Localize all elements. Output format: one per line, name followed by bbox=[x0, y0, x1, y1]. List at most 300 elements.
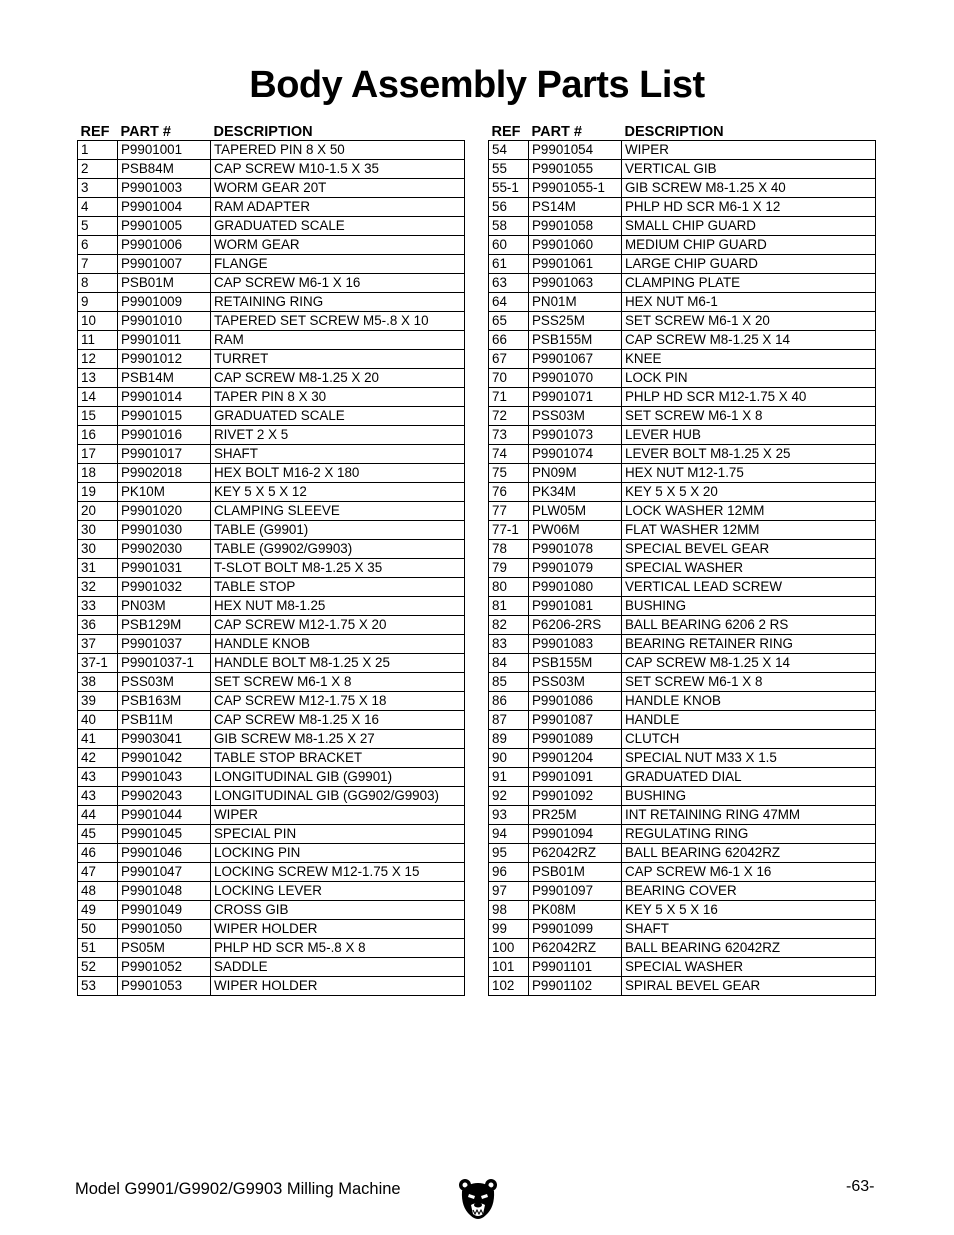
part-number-cell: P9902018 bbox=[118, 464, 211, 483]
ref-cell: 37-1 bbox=[78, 654, 118, 673]
description-cell: CLAMPING PLATE bbox=[622, 274, 876, 293]
table-row bbox=[489, 749, 876, 768]
ref-cell: 85 bbox=[489, 673, 529, 692]
description-cell: BALL BEARING 62042RZ bbox=[622, 939, 876, 958]
part-number-cell: PSS03M bbox=[529, 407, 622, 426]
description-cell: KEY 5 X 5 X 16 bbox=[622, 901, 876, 920]
parts-table-left bbox=[77, 118, 465, 996]
description-cell: TAPERED SET SCREW M5-.8 X 10 bbox=[211, 312, 465, 331]
ref-cell: 63 bbox=[489, 274, 529, 293]
description-cell: GIB SCREW M8-1.25 X 27 bbox=[211, 730, 465, 749]
description-cell: HANDLE BOLT M8-1.25 X 25 bbox=[211, 654, 465, 673]
part-number-cell: P9902043 bbox=[118, 787, 211, 806]
ref-cell: 48 bbox=[78, 882, 118, 901]
description-cell: PHLP HD SCR M5-.8 X 8 bbox=[211, 939, 465, 958]
part-number-cell: P9901047 bbox=[118, 863, 211, 882]
ref-cell: 55-1 bbox=[489, 179, 529, 198]
description-cell: BUSHING bbox=[622, 787, 876, 806]
part-number-cell: P9901099 bbox=[529, 920, 622, 939]
ref-cell: 72 bbox=[489, 407, 529, 426]
ref-cell: 3 bbox=[78, 179, 118, 198]
part-number-cell: P9901061 bbox=[529, 255, 622, 274]
ref-cell: 56 bbox=[489, 198, 529, 217]
table-row bbox=[489, 217, 876, 236]
table-row bbox=[489, 350, 876, 369]
part-number-cell: P9901053 bbox=[118, 977, 211, 996]
part-number-cell: P9901102 bbox=[529, 977, 622, 996]
footer-model-name: Model G9901/G9902/G9903 Milling Machine bbox=[75, 1180, 401, 1198]
part-number-cell: PK34M bbox=[529, 483, 622, 502]
table-row bbox=[489, 977, 876, 996]
part-number-cell: PN03M bbox=[118, 597, 211, 616]
table-header-row bbox=[78, 118, 465, 141]
description-cell: HEX NUT M12-1.75 bbox=[622, 464, 876, 483]
table-row bbox=[78, 749, 465, 768]
part-number-cell: PSS03M bbox=[118, 673, 211, 692]
part-number-cell: PSS03M bbox=[529, 673, 622, 692]
part-number-cell: P9901017 bbox=[118, 445, 211, 464]
part-number-cell: P9901014 bbox=[118, 388, 211, 407]
table-row bbox=[489, 483, 876, 502]
table-row bbox=[489, 635, 876, 654]
ref-cell: 100 bbox=[489, 939, 529, 958]
table-row bbox=[78, 426, 465, 445]
ref-cell: 18 bbox=[78, 464, 118, 483]
table-row bbox=[78, 217, 465, 236]
description-cell: WIPER HOLDER bbox=[211, 977, 465, 996]
ref-cell: 91 bbox=[489, 768, 529, 787]
part-number-cell: PK08M bbox=[529, 901, 622, 920]
table-row bbox=[489, 597, 876, 616]
table-row bbox=[489, 464, 876, 483]
table-row bbox=[78, 635, 465, 654]
part-number-cell: PN01M bbox=[529, 293, 622, 312]
description-column-header: DESCRIPTION bbox=[213, 124, 313, 140]
part-number-cell: P9901092 bbox=[529, 787, 622, 806]
part-number-cell: P9901204 bbox=[529, 749, 622, 768]
description-column-header: DESCRIPTION bbox=[624, 124, 724, 140]
parts-table-left-body bbox=[78, 141, 465, 996]
description-cell: LARGE CHIP GUARD bbox=[622, 255, 876, 274]
description-cell: LEVER HUB bbox=[622, 426, 876, 445]
part-number-cell: P9901031 bbox=[118, 559, 211, 578]
table-row bbox=[489, 939, 876, 958]
ref-cell: 2 bbox=[78, 160, 118, 179]
description-cell: BALL BEARING 62042RZ bbox=[622, 844, 876, 863]
description-cell: CLUTCH bbox=[622, 730, 876, 749]
ref-cell: 4 bbox=[78, 198, 118, 217]
part-column-header: PART # bbox=[531, 124, 582, 140]
ref-cell: 55 bbox=[489, 160, 529, 179]
description-cell: KNEE bbox=[622, 350, 876, 369]
ref-cell: 64 bbox=[489, 293, 529, 312]
table-header-row bbox=[489, 118, 876, 141]
ref-cell: 43 bbox=[78, 787, 118, 806]
part-number-cell: PR25M bbox=[529, 806, 622, 825]
table-row bbox=[78, 464, 465, 483]
ref-cell: 16 bbox=[78, 426, 118, 445]
table-row bbox=[78, 521, 465, 540]
table-row bbox=[78, 369, 465, 388]
ref-cell: 49 bbox=[78, 901, 118, 920]
ref-cell: 94 bbox=[489, 825, 529, 844]
description-cell: BUSHING bbox=[622, 597, 876, 616]
table-row bbox=[78, 806, 465, 825]
ref-cell: 30 bbox=[78, 521, 118, 540]
description-cell: RETAINING RING bbox=[211, 293, 465, 312]
ref-cell: 40 bbox=[78, 711, 118, 730]
description-cell: CLAMPING SLEEVE bbox=[211, 502, 465, 521]
part-number-cell: PS14M bbox=[529, 198, 622, 217]
ref-cell: 13 bbox=[78, 369, 118, 388]
description-cell: FLANGE bbox=[211, 255, 465, 274]
description-cell: CROSS GIB bbox=[211, 901, 465, 920]
ref-cell: 86 bbox=[489, 692, 529, 711]
ref-cell: 36 bbox=[78, 616, 118, 635]
table-row bbox=[489, 711, 876, 730]
table-row bbox=[489, 901, 876, 920]
table-row bbox=[78, 920, 465, 939]
description-cell: LOCKING PIN bbox=[211, 844, 465, 863]
table-row bbox=[78, 236, 465, 255]
part-number-cell: P9901032 bbox=[118, 578, 211, 597]
description-cell: RAM bbox=[211, 331, 465, 350]
table-row bbox=[489, 806, 876, 825]
table-row bbox=[489, 445, 876, 464]
table-row bbox=[78, 559, 465, 578]
description-cell: SET SCREW M6-1 X 20 bbox=[622, 312, 876, 331]
table-row bbox=[78, 711, 465, 730]
table-row bbox=[489, 825, 876, 844]
part-number-cell: P9901094 bbox=[529, 825, 622, 844]
ref-cell: 30 bbox=[78, 540, 118, 559]
description-cell: GIB SCREW M8-1.25 X 40 bbox=[622, 179, 876, 198]
description-cell: FLAT WASHER 12MM bbox=[622, 521, 876, 540]
table-row bbox=[78, 350, 465, 369]
description-cell: WIPER bbox=[622, 141, 876, 160]
description-cell: HEX NUT M6-1 bbox=[622, 293, 876, 312]
table-row bbox=[489, 768, 876, 787]
description-cell: TABLE STOP bbox=[211, 578, 465, 597]
ref-cell: 80 bbox=[489, 578, 529, 597]
table-row bbox=[489, 521, 876, 540]
table-row bbox=[78, 958, 465, 977]
ref-cell: 17 bbox=[78, 445, 118, 464]
description-cell: REGULATING RING bbox=[622, 825, 876, 844]
part-number-cell: PSB11M bbox=[118, 711, 211, 730]
ref-cell: 98 bbox=[489, 901, 529, 920]
ref-cell: 87 bbox=[489, 711, 529, 730]
description-cell: SPECIAL WASHER bbox=[622, 559, 876, 578]
description-cell: LOCK WASHER 12MM bbox=[622, 502, 876, 521]
description-cell: RIVET 2 X 5 bbox=[211, 426, 465, 445]
description-cell: LONGITUDINAL GIB (GG902/G9903) bbox=[211, 787, 465, 806]
description-cell: CAP SCREW M8-1.25 X 14 bbox=[622, 654, 876, 673]
table-row bbox=[78, 597, 465, 616]
ref-cell: 1 bbox=[78, 141, 118, 160]
table-row bbox=[78, 483, 465, 502]
part-column-header: PART # bbox=[120, 124, 171, 140]
table-row bbox=[78, 388, 465, 407]
part-number-cell: P9901067 bbox=[529, 350, 622, 369]
ref-cell: 7 bbox=[78, 255, 118, 274]
description-cell: SET SCREW M6-1 X 8 bbox=[211, 673, 465, 692]
table-row bbox=[78, 939, 465, 958]
ref-cell: 101 bbox=[489, 958, 529, 977]
description-cell: WORM GEAR 20T bbox=[211, 179, 465, 198]
description-cell: SHAFT bbox=[622, 920, 876, 939]
description-cell: LEVER BOLT M8-1.25 X 25 bbox=[622, 445, 876, 464]
part-number-cell: P9901012 bbox=[118, 350, 211, 369]
description-cell: SPIRAL BEVEL GEAR bbox=[622, 977, 876, 996]
part-number-cell: P9901097 bbox=[529, 882, 622, 901]
ref-cell: 8 bbox=[78, 274, 118, 293]
ref-cell: 39 bbox=[78, 692, 118, 711]
table-row bbox=[78, 407, 465, 426]
part-number-cell: P9901081 bbox=[529, 597, 622, 616]
description-cell: BALL BEARING 6206 2 RS bbox=[622, 616, 876, 635]
ref-column-header: REF bbox=[80, 124, 110, 140]
description-cell: CAP SCREW M8-1.25 X 14 bbox=[622, 331, 876, 350]
ref-cell: 44 bbox=[78, 806, 118, 825]
ref-cell: 10 bbox=[78, 312, 118, 331]
ref-cell: 54 bbox=[489, 141, 529, 160]
description-cell: TABLE (G9901) bbox=[211, 521, 465, 540]
part-number-cell: PSB129M bbox=[118, 616, 211, 635]
ref-cell: 41 bbox=[78, 730, 118, 749]
table-row bbox=[489, 920, 876, 939]
table-row bbox=[489, 692, 876, 711]
table-row bbox=[489, 654, 876, 673]
ref-cell: 76 bbox=[489, 483, 529, 502]
description-cell: BEARING RETAINER RING bbox=[622, 635, 876, 654]
table-row bbox=[78, 825, 465, 844]
part-number-cell: PSB14M bbox=[118, 369, 211, 388]
table-row bbox=[78, 540, 465, 559]
description-cell: CAP SCREW M6-1 X 16 bbox=[211, 274, 465, 293]
part-number-cell: P9901037 bbox=[118, 635, 211, 654]
table-row bbox=[78, 502, 465, 521]
table-row bbox=[489, 407, 876, 426]
description-cell: CAP SCREW M12-1.75 X 18 bbox=[211, 692, 465, 711]
description-cell: LOCK PIN bbox=[622, 369, 876, 388]
description-cell: SMALL CHIP GUARD bbox=[622, 217, 876, 236]
description-cell: HANDLE KNOB bbox=[622, 692, 876, 711]
part-number-cell: P9901071 bbox=[529, 388, 622, 407]
table-row bbox=[78, 844, 465, 863]
page-title: Body Assembly Parts List bbox=[249, 64, 705, 106]
part-number-cell: PSB01M bbox=[118, 274, 211, 293]
description-cell: PHLP HD SCR M6-1 X 12 bbox=[622, 198, 876, 217]
part-number-cell: PN09M bbox=[529, 464, 622, 483]
part-number-cell: P9901030 bbox=[118, 521, 211, 540]
description-cell: SHAFT bbox=[211, 445, 465, 464]
ref-cell: 83 bbox=[489, 635, 529, 654]
description-cell: LONGITUDINAL GIB (G9901) bbox=[211, 768, 465, 787]
part-number-cell: P9901050 bbox=[118, 920, 211, 939]
description-cell: SPECIAL PIN bbox=[211, 825, 465, 844]
ref-cell: 32 bbox=[78, 578, 118, 597]
ref-cell: 95 bbox=[489, 844, 529, 863]
description-cell: HANDLE KNOB bbox=[211, 635, 465, 654]
ref-cell: 82 bbox=[489, 616, 529, 635]
table-row bbox=[489, 141, 876, 160]
description-cell: TABLE (G9902/G9903) bbox=[211, 540, 465, 559]
description-cell: HANDLE bbox=[622, 711, 876, 730]
table-row bbox=[78, 141, 465, 160]
part-number-cell: PSB155M bbox=[529, 331, 622, 350]
ref-cell: 50 bbox=[78, 920, 118, 939]
description-cell: CAP SCREW M12-1.75 X 20 bbox=[211, 616, 465, 635]
table-row bbox=[78, 312, 465, 331]
table-row bbox=[78, 331, 465, 350]
part-number-cell: P9901004 bbox=[118, 198, 211, 217]
ref-cell: 5 bbox=[78, 217, 118, 236]
description-cell: HEX BOLT M16-2 X 180 bbox=[211, 464, 465, 483]
part-number-cell: P6206-2RS bbox=[529, 616, 622, 635]
part-number-cell: P9901020 bbox=[118, 502, 211, 521]
part-number-cell: P9901001 bbox=[118, 141, 211, 160]
part-number-cell: P62042RZ bbox=[529, 844, 622, 863]
ref-cell: 71 bbox=[489, 388, 529, 407]
description-cell: CAP SCREW M8-1.25 X 16 bbox=[211, 711, 465, 730]
part-number-cell: P9901045 bbox=[118, 825, 211, 844]
table-row bbox=[78, 768, 465, 787]
description-cell: GRADUATED DIAL bbox=[622, 768, 876, 787]
table-row bbox=[78, 863, 465, 882]
part-number-cell: PK10M bbox=[118, 483, 211, 502]
part-number-cell: P9901063 bbox=[529, 274, 622, 293]
table-row bbox=[489, 787, 876, 806]
part-number-cell: P9901087 bbox=[529, 711, 622, 730]
description-cell: WORM GEAR bbox=[211, 236, 465, 255]
part-number-cell: P9901006 bbox=[118, 236, 211, 255]
description-cell: RAM ADAPTER bbox=[211, 198, 465, 217]
part-number-cell: P9901086 bbox=[529, 692, 622, 711]
ref-cell: 79 bbox=[489, 559, 529, 578]
page-number: -63- bbox=[846, 1178, 875, 1195]
part-number-cell: P9901091 bbox=[529, 768, 622, 787]
part-number-cell: P9903041 bbox=[118, 730, 211, 749]
ref-cell: 43 bbox=[78, 768, 118, 787]
ref-cell: 31 bbox=[78, 559, 118, 578]
table-row bbox=[78, 730, 465, 749]
table-row bbox=[489, 863, 876, 882]
part-number-cell: PSB155M bbox=[529, 654, 622, 673]
ref-cell: 58 bbox=[489, 217, 529, 236]
table-row bbox=[489, 255, 876, 274]
description-cell: VERTICAL GIB bbox=[622, 160, 876, 179]
table-row bbox=[489, 160, 876, 179]
table-row bbox=[489, 293, 876, 312]
table-row bbox=[78, 654, 465, 673]
table-row bbox=[489, 179, 876, 198]
part-number-cell: P9901044 bbox=[118, 806, 211, 825]
part-number-cell: P9901074 bbox=[529, 445, 622, 464]
table-row bbox=[489, 559, 876, 578]
ref-cell: 67 bbox=[489, 350, 529, 369]
table-row bbox=[489, 236, 876, 255]
ref-cell: 46 bbox=[78, 844, 118, 863]
description-cell: CAP SCREW M6-1 X 16 bbox=[622, 863, 876, 882]
ref-cell: 51 bbox=[78, 939, 118, 958]
part-number-cell: P9901009 bbox=[118, 293, 211, 312]
description-cell: SADDLE bbox=[211, 958, 465, 977]
ref-cell: 42 bbox=[78, 749, 118, 768]
description-cell: TAPERED PIN 8 X 50 bbox=[211, 141, 465, 160]
ref-cell: 81 bbox=[489, 597, 529, 616]
part-number-cell: P9901101 bbox=[529, 958, 622, 977]
part-number-cell: P9901003 bbox=[118, 179, 211, 198]
table-row bbox=[489, 369, 876, 388]
ref-cell: 61 bbox=[489, 255, 529, 274]
part-number-cell: P9901089 bbox=[529, 730, 622, 749]
part-number-cell: P9902030 bbox=[118, 540, 211, 559]
description-cell: TURRET bbox=[211, 350, 465, 369]
table-row bbox=[78, 977, 465, 996]
ref-cell: 37 bbox=[78, 635, 118, 654]
description-cell: CAP SCREW M10-1.5 X 35 bbox=[211, 160, 465, 179]
table-row bbox=[489, 388, 876, 407]
table-row bbox=[489, 426, 876, 445]
description-cell: HEX NUT M8-1.25 bbox=[211, 597, 465, 616]
description-cell: VERTICAL LEAD SCREW bbox=[622, 578, 876, 597]
table-row bbox=[78, 787, 465, 806]
description-cell: BEARING COVER bbox=[622, 882, 876, 901]
part-number-cell: P62042RZ bbox=[529, 939, 622, 958]
table-row bbox=[489, 540, 876, 559]
ref-cell: 99 bbox=[489, 920, 529, 939]
table-row bbox=[78, 578, 465, 597]
table-row bbox=[489, 844, 876, 863]
ref-cell: 60 bbox=[489, 236, 529, 255]
part-number-cell: PSB84M bbox=[118, 160, 211, 179]
table-row bbox=[78, 616, 465, 635]
parts-table-right bbox=[488, 118, 876, 996]
ref-column-header: REF bbox=[491, 124, 521, 140]
description-cell: GRADUATED SCALE bbox=[211, 217, 465, 236]
table-row bbox=[489, 274, 876, 293]
ref-cell: 102 bbox=[489, 977, 529, 996]
part-number-cell: P9901042 bbox=[118, 749, 211, 768]
part-number-cell: PLW05M bbox=[529, 502, 622, 521]
parts-table-right-body bbox=[489, 141, 876, 996]
part-number-cell: P9901078 bbox=[529, 540, 622, 559]
part-number-cell: PSB163M bbox=[118, 692, 211, 711]
description-cell: SET SCREW M6-1 X 8 bbox=[622, 673, 876, 692]
part-number-cell: P9901073 bbox=[529, 426, 622, 445]
ref-cell: 78 bbox=[489, 540, 529, 559]
description-cell: INT RETAINING RING 47MM bbox=[622, 806, 876, 825]
ref-cell: 92 bbox=[489, 787, 529, 806]
table-row bbox=[78, 179, 465, 198]
part-number-cell: P9901083 bbox=[529, 635, 622, 654]
table-row bbox=[489, 958, 876, 977]
table-row bbox=[489, 331, 876, 350]
description-cell: KEY 5 X 5 X 12 bbox=[211, 483, 465, 502]
part-number-cell: P9901055 bbox=[529, 160, 622, 179]
part-number-cell: P9901052 bbox=[118, 958, 211, 977]
description-cell: GRADUATED SCALE bbox=[211, 407, 465, 426]
part-number-cell: P9901055-1 bbox=[529, 179, 622, 198]
ref-cell: 74 bbox=[489, 445, 529, 464]
part-number-cell: P9901079 bbox=[529, 559, 622, 578]
ref-cell: 38 bbox=[78, 673, 118, 692]
part-number-cell: P9901043 bbox=[118, 768, 211, 787]
ref-cell: 75 bbox=[489, 464, 529, 483]
part-number-cell: P9901011 bbox=[118, 331, 211, 350]
table-row bbox=[489, 502, 876, 521]
